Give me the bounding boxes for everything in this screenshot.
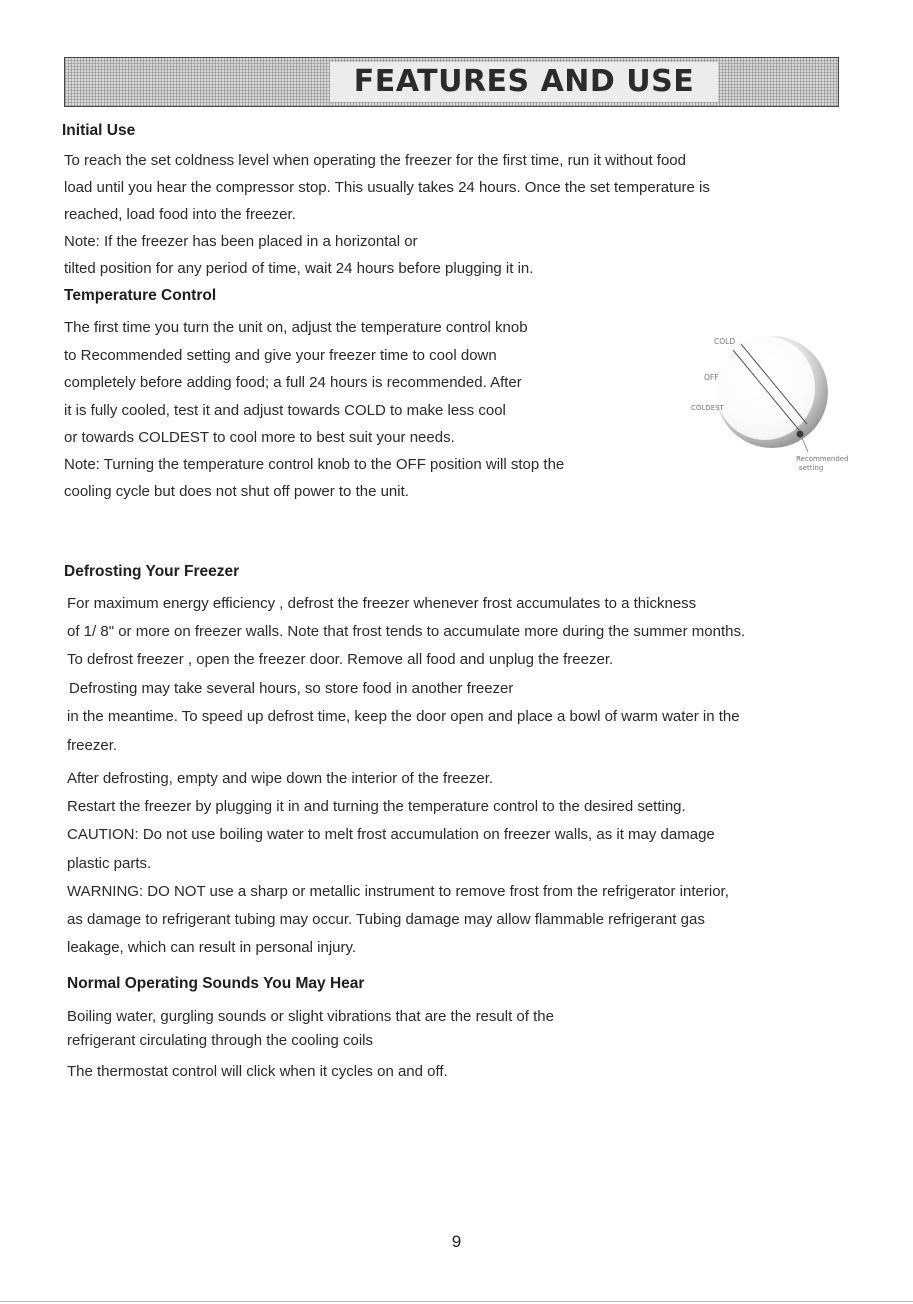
defrosting-line: as damage to refrigerant tubing may occur. Tubing damage may allow flammable refrigerant gas (67, 911, 705, 928)
temperature-control-line: it is fully cooled, test it and adjust towards COLD to make less cool (64, 402, 506, 419)
section-banner (64, 57, 839, 107)
defrosting-line: After defrosting, empty and wipe down the interior of the freezer. (67, 770, 494, 787)
dial-label-off: OFF (704, 373, 719, 382)
defrosting-line: of 1/ 8" or more on freezer walls. Note that frost tends to accumulate more during the summer months. (67, 623, 746, 640)
defrosting-line: leakage, which can result in personal injury. (67, 939, 357, 956)
dial-label-coldest: COLDEST (691, 404, 724, 412)
defrosting-heading: Defrosting Your Freezer (64, 563, 240, 580)
dial-label-cold: COLD (714, 337, 736, 346)
initial-use-line: load until you hear the compressor stop. This usually takes 24 hours. Once the set temperature is (64, 179, 710, 196)
recommended-pointer-line (802, 438, 808, 452)
temperature-control-line: Note: Turning the temperature control knob to the OFF position will stop the (64, 456, 565, 473)
sounds-line: The thermostat control will click when it cycles on and off. (67, 1063, 448, 1080)
dial-label-setting: setting (799, 464, 824, 472)
temperature-control-line: to Recommended setting and give your freezer time to cool down (64, 347, 497, 364)
temperature-control-line: The first time you turn the unit on, adjust the temperature control knob (64, 319, 528, 336)
sounds-line: refrigerant circulating through the cooling coils (67, 1032, 373, 1049)
initial-use-heading: Initial Use (62, 122, 136, 139)
initial-use-line: To reach the set coldness level when operating the freezer for the first time, run it without food (64, 152, 686, 169)
defrosting-line: Restart the freezer by plugging it in and turning the temperature control to the desired setting. (67, 798, 686, 815)
dial-label-recommended: Recommended (796, 455, 849, 463)
defrosting-line: For maximum energy efficiency , defrost the freezer whenever frost accumulates to a thickness (67, 595, 697, 612)
initial-use-line: tilted position for any period of time, wait 24 hours before plugging it in. (64, 260, 534, 277)
defrosting-line: freezer. (67, 737, 118, 754)
temperature-knob-illustration (657, 322, 857, 472)
temperature-control-heading: Temperature Control (64, 287, 217, 304)
knob-indicator-dot (797, 431, 804, 438)
sounds-line: Boiling water, gurgling sounds or slight vibrations that are the result of the (67, 1008, 554, 1025)
defrosting-line: plastic parts. (67, 855, 152, 872)
defrosting-line: in the meantime. To speed up defrost time, keep the door open and place a bowl of warm water in the (67, 708, 740, 725)
temperature-control-line: cooling cycle but does not shut off power to the unit. (64, 483, 409, 500)
page-number: 9 (451, 1232, 462, 1251)
temperature-control-line: or towards COLDEST to cool more to best suit your needs. (64, 429, 455, 446)
defrosting-line: CAUTION: Do not use boiling water to melt frost accumulation on freezer walls, as it may damage (67, 826, 715, 843)
temperature-control-line: completely before adding food; a full 24 hours is recommended. After (64, 374, 522, 391)
initial-use-line: Note: If the freezer has been placed in a horizontal or (64, 233, 418, 250)
banner-title: FEATURES AND USE (330, 62, 718, 102)
sounds-heading: Normal Operating Sounds You May Hear (67, 975, 365, 992)
initial-use-line: reached, load food into the freezer. (64, 206, 296, 223)
defrosting-line: WARNING: DO NOT use a sharp or metallic instrument to remove frost from the refrigerator interior, (67, 883, 729, 900)
defrosting-line: Defrosting may take several hours, so store food in another freezer (69, 680, 514, 697)
bottom-rule (0, 1301, 913, 1302)
knob-highlight (715, 336, 815, 440)
defrosting-line: To defrost freezer , open the freezer door. Remove all food and unplug the freezer. (67, 651, 614, 668)
